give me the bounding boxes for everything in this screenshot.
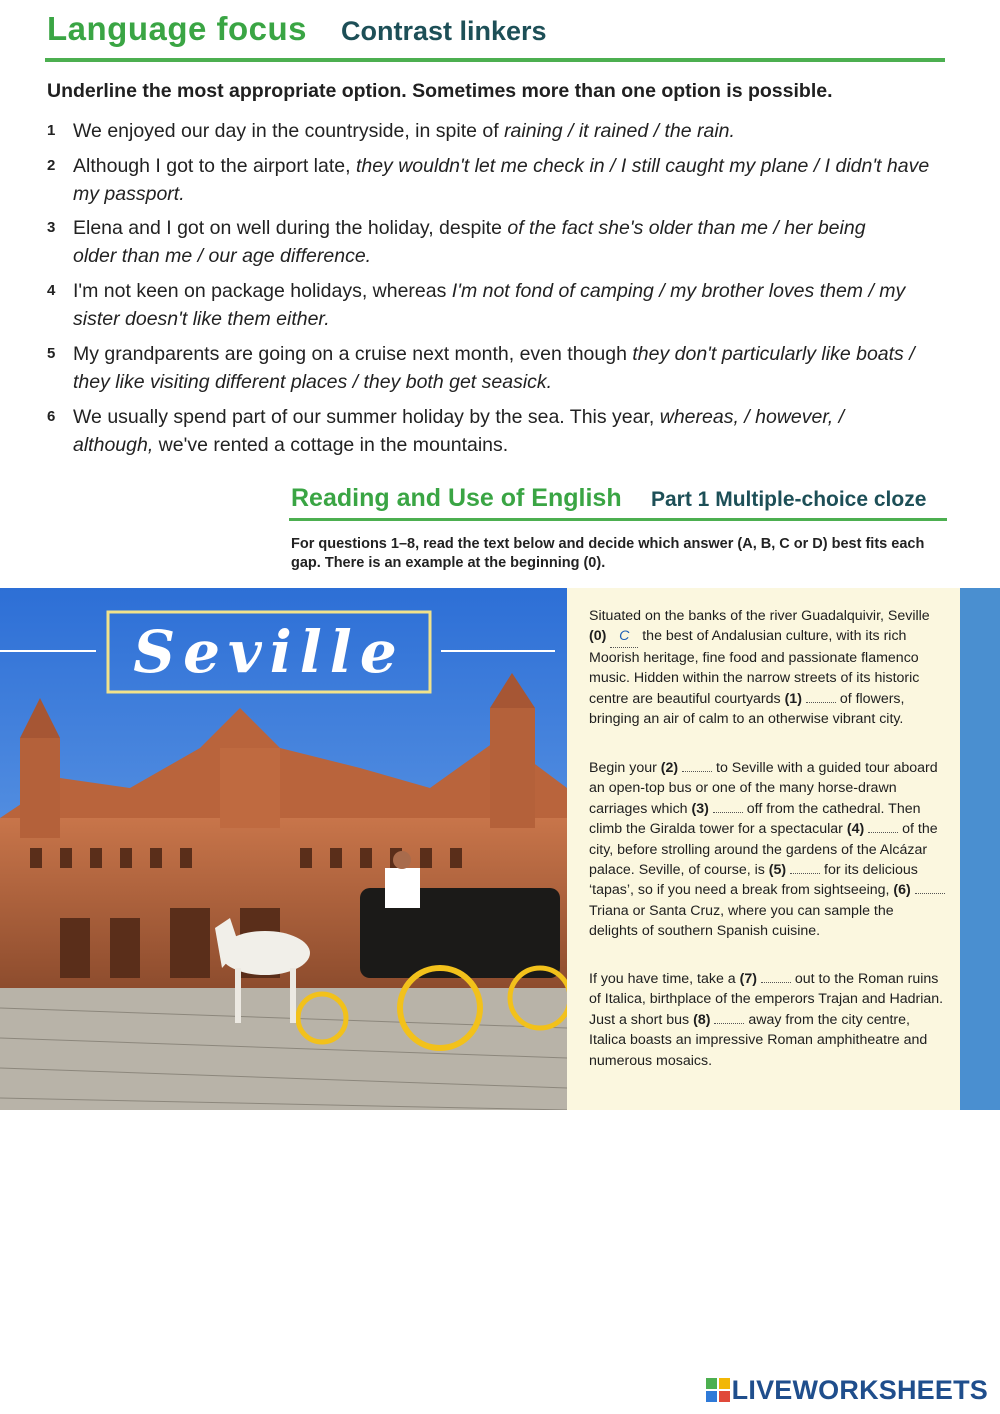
liveworksheets-logo-icon [706, 1378, 730, 1402]
item-options[interactable]: of the fact she's older than me / her being older than me / our age difference. [73, 217, 866, 267]
instruction: Underline the most appropriate option. Sometimes more than one option is possible. [47, 80, 833, 102]
text: Triana or Santa Cruz, where you can sample the delights of southern Spanish cuisine. [589, 902, 894, 940]
seville-photo [0, 588, 567, 1110]
item-text-after: we've rented a cottage in the mountains. [153, 434, 509, 456]
text: off from the cathedral. Then climb the Giralda tower for a spectacular [589, 800, 921, 838]
exercise-item [47, 277, 947, 333]
item-options[interactable]: whereas, / however, / although, [73, 406, 845, 456]
gap-4-input[interactable] [868, 820, 898, 833]
item-number: 2 [47, 157, 56, 174]
footer-brand [706, 1375, 988, 1406]
text: out to the Roman ruins of Italica, birthplace of the emperors Trajan and Hadrian. Just a short bus [589, 971, 944, 1028]
reading-title: Reading and Use of English [291, 484, 622, 512]
gap-3-input[interactable] [713, 800, 743, 813]
text: the best of Andalusian culture, with its rich Moorish heritage, fine food and passionate flamenco music. Hidden within the narrow streets of its historic centre are beautiful courtyards [589, 628, 920, 707]
item-options[interactable]: I'm not fond of camping / my brother loves them / my sister doesn't like them either. [73, 280, 906, 330]
gap-label: (0) [589, 628, 607, 645]
item-number: 5 [47, 345, 56, 362]
item-text: I'm not keen on package holidays, whereas [73, 280, 452, 302]
text: away from the city centre, Italica boasts an impressive Roman amphitheatre and numerous mosaics. [589, 1011, 928, 1069]
exercise-item [47, 214, 947, 270]
exercise-item [47, 340, 947, 396]
side-bar [960, 588, 1000, 1110]
text: to Seville with a guided tour aboard an open-top bus or one of the many horse-drawn carriages which [589, 760, 938, 817]
text: Situated on the banks of the river Guadalquivir, Seville [589, 608, 930, 624]
gap-label: (1) [784, 690, 802, 707]
brand-name: LIVEWORKSHEETS [731, 1375, 988, 1405]
gap-1-input[interactable] [806, 690, 836, 703]
item-text: My grandparents are going on a cruise next month, even though [73, 343, 633, 365]
gap-label: (7) [739, 971, 757, 987]
gap-8-input[interactable] [714, 1011, 744, 1024]
gap-label: (4) [846, 821, 865, 838]
gap-0-answer: C [610, 626, 638, 647]
item-number: 4 [47, 282, 56, 299]
item-number: 6 [47, 408, 56, 425]
item-number: 1 [47, 122, 56, 139]
gap-2-input[interactable] [682, 759, 712, 772]
gap-label: (3) [691, 800, 709, 817]
item-text: We enjoyed our day in the countryside, in spite of [73, 120, 505, 142]
divider [289, 518, 947, 521]
gap-5-input[interactable] [790, 861, 820, 874]
section-subtitle: Contrast linkers [341, 16, 547, 46]
text: of flowers, bringing an air of calm to an otherwise vibrant city. [589, 690, 905, 728]
item-text: Elena and I got on well during the holiday, despite [73, 217, 508, 239]
paragraph-2 [589, 758, 945, 942]
exercise-item [47, 403, 947, 459]
exercise-item [47, 117, 947, 145]
gap-6-input[interactable] [915, 881, 945, 894]
photo-title: Seville [133, 618, 405, 686]
item-options[interactable]: they don't particularly like boats / they like visiting different places / they both get seasick. [73, 343, 915, 393]
text: of the city, before strolling around the gardens of the Alcázar palace. Seville, of course, is [589, 821, 938, 879]
paragraph-3 [589, 969, 945, 1071]
gap-label: (6) [893, 882, 911, 899]
item-text: Although I got to the airport late, [73, 155, 356, 177]
paragraph-1 [589, 606, 945, 729]
item-number: 3 [47, 219, 56, 236]
item-options[interactable]: they wouldn't let me check in / I still caught my plane / I didn't have my passport. [73, 155, 930, 205]
text: If you have time, take a [589, 971, 740, 987]
reading-instruction: For questions 1–8, read the text below and decide which answer (A, B, C or D) best fits each gap. There is an example at the beginning (0). [291, 536, 925, 571]
text: Begin your [589, 760, 661, 776]
section-title: Language focus [47, 10, 308, 47]
item-options[interactable]: raining / it rained / the rain. [504, 120, 735, 142]
gap-label: (2) [660, 760, 679, 776]
text: for its delicious ‘tapas’, so if you need a break from sightseeing, [589, 862, 918, 899]
gap-label: (5) [768, 862, 787, 879]
reading-subtitle: Part 1 Multiple-choice cloze [651, 488, 927, 511]
gap-7-input[interactable] [761, 970, 791, 983]
item-text: We usually spend part of our summer holiday by the sea. This year, [73, 406, 660, 428]
gap-label: (8) [693, 1011, 711, 1028]
divider [45, 58, 945, 62]
exercise-item [47, 152, 947, 208]
